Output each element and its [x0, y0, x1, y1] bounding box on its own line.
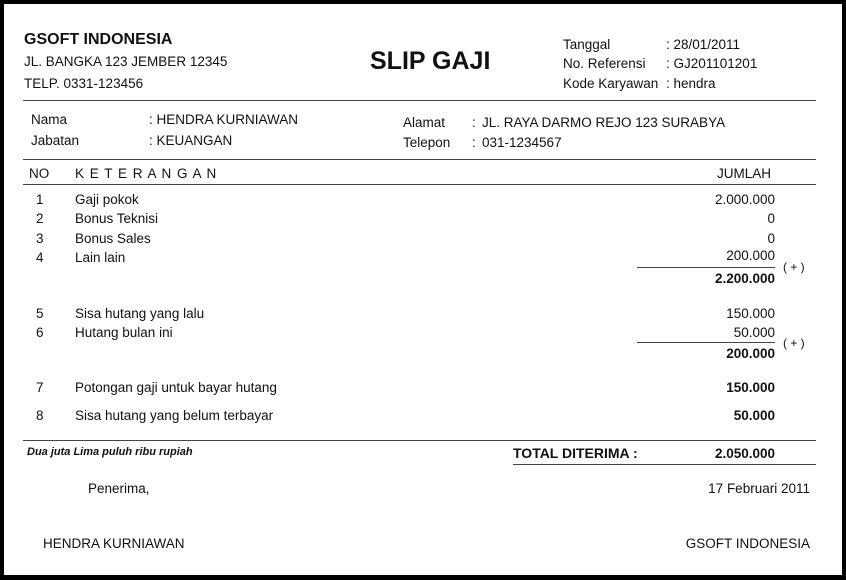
plus-marker-income: ( + ): [783, 260, 805, 274]
signature-date: 17 Februari 2011: [708, 481, 810, 496]
document-title: SLIP GAJI: [370, 47, 491, 75]
row-amount: 2.000.000: [714, 192, 775, 207]
company-address: JL. BANGKA 123 JEMBER 12345: [24, 54, 228, 69]
plus-marker-debt: ( + ): [783, 336, 805, 350]
company-signature: GSOFT INDONESIA: [685, 536, 810, 551]
salary-slip-page: [4, 4, 842, 575]
telepon-separator: :: [472, 135, 476, 150]
row-amount: 0: [767, 211, 775, 226]
row-no: 8: [36, 408, 44, 423]
row-desc: Sisa hutang yang lalu: [75, 306, 205, 321]
telepon-value: 031-1234567: [482, 135, 562, 150]
jabatan-label: Jabatan: [31, 133, 80, 148]
alamat-label: Alamat: [403, 115, 446, 130]
receiver-name: HENDRA KURNIAWAN: [43, 536, 185, 551]
subtotal-debt: 200.000: [726, 346, 775, 361]
row-no: 3: [36, 231, 44, 246]
telepon-label: Telepon: [403, 135, 451, 150]
column-header-jumlah: JUMLAH: [717, 166, 772, 181]
nama-label: Nama: [31, 112, 68, 127]
row-amount: 50.000: [733, 408, 775, 423]
divider-employee: [23, 159, 816, 160]
referensi-value: : GJ201101201: [666, 56, 758, 71]
row-amount: 150.000: [726, 306, 775, 321]
row-desc: Gaji pokok: [75, 192, 139, 207]
row-no: 5: [36, 306, 44, 321]
company-name: GSOFT INDONESIA: [24, 31, 173, 48]
receiver-label: Penerima,: [88, 481, 150, 496]
referensi-label: No. Referensi: [563, 56, 646, 71]
kode-karyawan-value: : hendra: [666, 76, 716, 91]
alamat-value: JL. RAYA DARMO REJO 123 SURABYA: [482, 115, 726, 130]
row-amount: 50.000: [733, 325, 775, 340]
tanggal-value: : 28/01/2011: [666, 37, 741, 52]
column-header-no: NO: [29, 166, 50, 181]
divider-table-header: [23, 184, 816, 185]
subtotal-line-debt: [637, 342, 775, 343]
subtotal-line-income: [637, 267, 775, 268]
amount-in-words: Dua juta Lima puluh ribu rupiah: [27, 446, 193, 458]
column-header-keterangan: K E T E R A N G A N: [75, 166, 218, 181]
row-no: 7: [36, 380, 44, 395]
subtotal-income: 2.200.000: [714, 271, 775, 286]
row-amount: 0: [767, 231, 775, 246]
row-desc: Sisa hutang yang belum terbayar: [75, 408, 274, 423]
row-amount: 150.000: [726, 380, 775, 395]
row-desc: Bonus Sales: [75, 231, 151, 246]
divider-total: [23, 440, 816, 441]
row-no: 6: [36, 325, 44, 340]
row-desc: Lain lain: [75, 250, 126, 265]
total-value: 2.050.000: [714, 446, 775, 461]
row-amount: 200.000: [726, 248, 775, 263]
divider-header: [23, 100, 816, 101]
alamat-separator: :: [472, 115, 476, 130]
tanggal-label: Tanggal: [563, 37, 611, 52]
jabatan-value: : KEUANGAN: [149, 133, 233, 148]
company-phone: TELP. 0331-123456: [24, 76, 144, 91]
row-desc: Potongan gaji untuk bayar hutang: [75, 380, 277, 395]
kode-karyawan-label: Kode Karyawan: [563, 76, 659, 91]
row-desc: Hutang bulan ini: [75, 325, 173, 340]
row-no: 2: [36, 211, 44, 226]
total-label: TOTAL DITERIMA :: [513, 445, 638, 461]
row-desc: Bonus Teknisi: [75, 211, 159, 226]
nama-value: : HENDRA KURNIAWAN: [149, 112, 299, 127]
total-underline: [513, 464, 816, 465]
row-no: 4: [36, 250, 44, 265]
row-no: 1: [36, 192, 44, 207]
